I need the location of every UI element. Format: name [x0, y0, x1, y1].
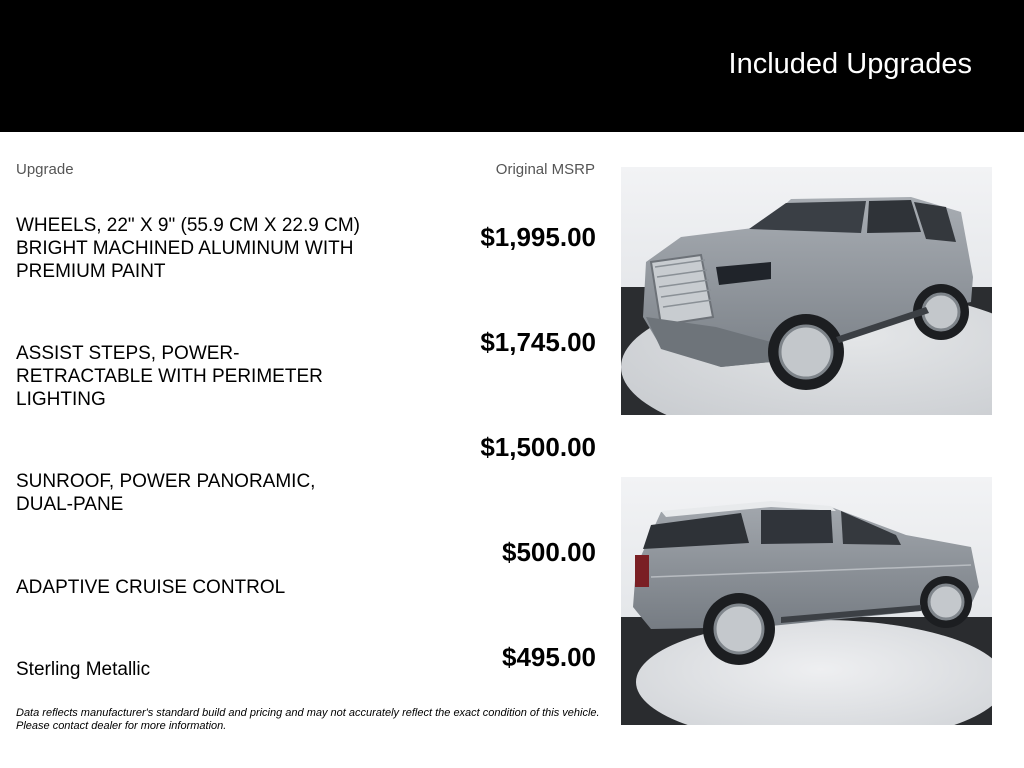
upgrade-name-assist-steps: ASSIST STEPS, POWER-RETRACTABLE WITH PERIMETER LIGHTING: [16, 343, 323, 410]
price-3: $1,500.00: [480, 432, 596, 462]
disclaimer-text: Data reflects manufacturer's standard build and pricing and may not accurately reflect the exact condition of this vehicle. Please contact dealer for more information.: [16, 707, 600, 732]
upgrade-name-wheels: WHEELS, 22" X 9" (55.9 CM X 22.9 CM) BRIGHT MACHINED ALUMINUM WITH PREMIUM PAINT: [16, 215, 360, 282]
price-2: $1,745.00: [480, 327, 596, 357]
column-header-upgrade: Upgrade: [16, 161, 74, 178]
column-header-msrp: Original MSRP: [495, 161, 595, 178]
page-title: Included Upgrades: [728, 48, 972, 80]
price-1: $1,995.00: [480, 222, 596, 252]
vehicle-photo-front: [621, 167, 992, 415]
upgrade-name-cruise-control: ADAPTIVE CRUISE CONTROL: [16, 577, 286, 598]
price-5: $495.00: [502, 642, 596, 672]
upgrade-name-paint: Sterling Metallic: [16, 659, 151, 680]
vehicle-photo-rear: [621, 477, 992, 725]
price-4: $500.00: [502, 537, 596, 567]
header-bar: [0, 0, 1024, 132]
upgrade-name-sunroof: SUNROOF, POWER PANORAMIC, DUAL-PANE: [16, 471, 316, 515]
